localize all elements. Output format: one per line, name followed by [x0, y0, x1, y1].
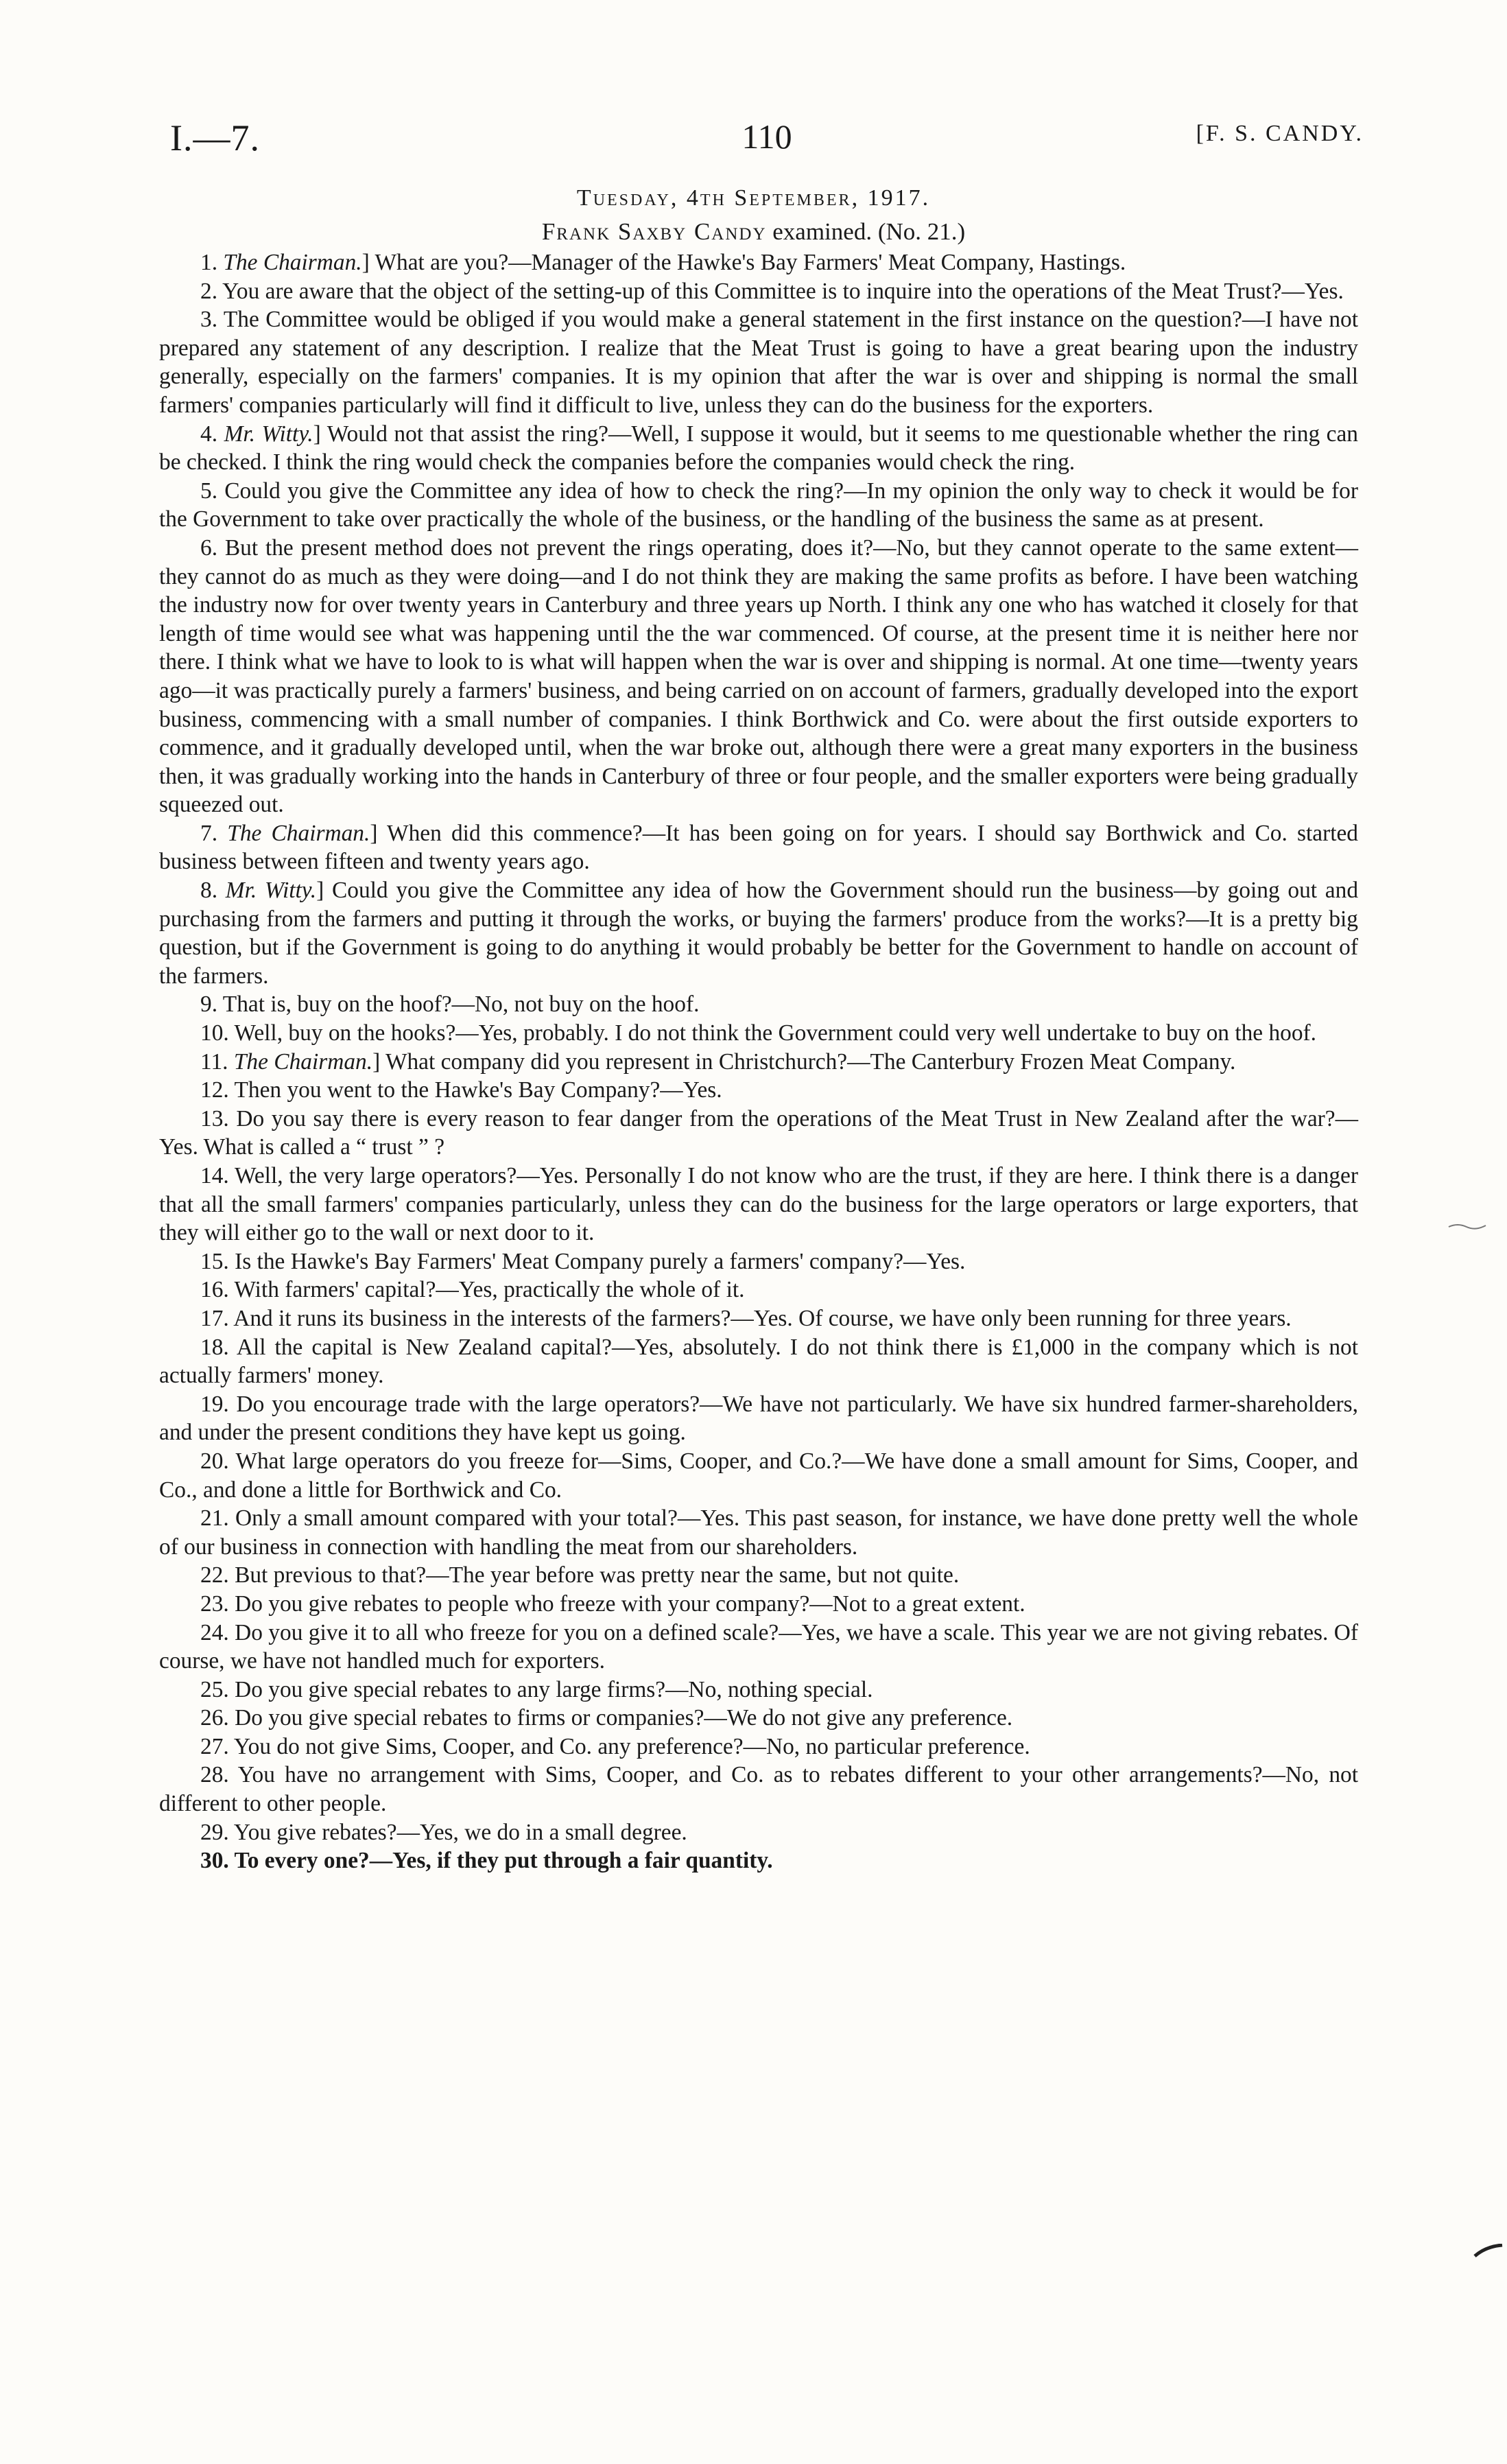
question-number: 27.: [200, 1733, 234, 1759]
testimony-paragraph: [159, 1019, 1358, 1048]
question-answer-text: What large operators do you freeze for—Sims, Cooper, and Co.?—We have done a small amount for Sims, Cooper, and Co., and done a little for Borthwick and Co.: [159, 1448, 1358, 1503]
question-number: 19.: [200, 1391, 237, 1417]
testimony-paragraph: [159, 1076, 1358, 1105]
testimony-paragraph: 7. The Chairman.] When did this commence?—It has been going on for years. I should say Borthwick and Co. started business between fifteen and twenty years ago.: [159, 820, 1358, 875]
question-answer-text: Do you say there is every reason to fear danger from the operations of the Meat Trust in New Zealand after the war?—Yes. What is called a “ trust ” ?: [159, 1105, 1358, 1160]
witness-heading: [0, 218, 1507, 246]
testimony-paragraph: [159, 1846, 1358, 1875]
testimony-paragraph: [159, 477, 1358, 534]
speaker-name: The Chairman.: [233, 1048, 373, 1075]
question-number: 18.: [200, 1334, 237, 1360]
question-number: 11.: [200, 1048, 234, 1075]
question-number: 7.: [200, 820, 228, 846]
question-answer-text: Do you give rebates to people who freeze with your company?—Not to a great extent.: [235, 1591, 1025, 1617]
page-number: 110: [741, 117, 792, 156]
witness-name: Frank Saxby Candy: [541, 218, 767, 245]
parliamentary-paper-reference: I.—7.: [170, 117, 260, 159]
question-number: 30.: [200, 1848, 235, 1874]
testimony-paragraph: [159, 1590, 1358, 1619]
testimony-paragraph: [159, 1676, 1358, 1704]
testimony-paragraph: [159, 534, 1358, 819]
question-number: 14.: [200, 1163, 235, 1188]
testimony-paragraph: [159, 1390, 1358, 1447]
testimony-paragraph: 4. Mr. Witty.] Would not that assist the ring?—Well, I suppose it would, but it seems to me questionable whether the ring can be checked. I think the ring would check the companies before the companies would check the ring.: [159, 421, 1359, 476]
question-answer-text: You give rebates?—Yes, we do in a small degree.: [233, 1819, 687, 1845]
question-number: 16.: [200, 1277, 235, 1303]
question-number: 13.: [200, 1105, 237, 1131]
question-number: 8.: [200, 878, 226, 904]
question-answer-text: All the capital is New Zealand capital?—Yes, absolutely. I do not think there is £1,000 in the company which is not actually farmers' money.: [159, 1334, 1358, 1389]
testimony-paragraph: [159, 1162, 1358, 1247]
question-number: 1.: [200, 250, 224, 275]
testimony-paragraph: [159, 1704, 1358, 1733]
testimony-paragraph: [159, 1333, 1358, 1390]
witness-examined-note: examined. (No. 21.): [772, 218, 966, 245]
question-number: 22.: [200, 1562, 235, 1588]
question-answer-text: Do you give it to all who freeze for you on a defined scale?—Yes, we have a scale. This year we are not giving rebates. Of course, we have not handled much for exporters.: [159, 1619, 1358, 1674]
testimony-paragraph: [159, 1304, 1358, 1333]
question-answer-text: What are you?—Manager of the Hawke's Bay Farmers' Meat Company, Hastings.: [375, 250, 1126, 275]
testimony-paragraph: [159, 1504, 1358, 1561]
question-number: 10.: [200, 1020, 235, 1046]
question-answer-text: Well, buy on the hooks?—Yes, probably. I do not think the Government could very well undertake to buy on the hoof.: [234, 1020, 1317, 1046]
question-number: 25.: [200, 1676, 235, 1702]
testimony-paragraph: 8. Mr. Witty.] Could you give the Committee any idea of how the Government should run the business—by going out and purchasing from the farmers and putting it through the works, or buying the farmers' produce from the works?—It is a pretty big question, but if the Government is going to do anything it would probably be better for the Government to handle on account of the farmers.: [159, 878, 1359, 989]
question-answer-text: Do you encourage trade with the large operators?—We have not particularly. We have six hundred farmer-shareholders, and under the present conditions they have kept us going.: [159, 1391, 1358, 1446]
witness-running-head: [F. S. CANDY.: [1196, 121, 1364, 146]
question-answer-text: And it runs its business in the interests of the farmers?—Yes. Of course, we have only been running for three years.: [233, 1305, 1292, 1331]
question-number: 15.: [200, 1248, 235, 1274]
testimony-paragraph: [159, 1761, 1358, 1818]
margin-mark: [1447, 1221, 1488, 1231]
testimony-paragraph: [159, 1619, 1358, 1676]
testimony-paragraph: [159, 1105, 1358, 1162]
question-number: 24.: [200, 1619, 235, 1645]
margin-mark: [1473, 2244, 1504, 2259]
speaker-name: Mr. Witty.: [224, 421, 313, 447]
page-header: [170, 117, 1364, 172]
testimony-paragraph: [159, 305, 1358, 419]
question-number: 12.: [200, 1077, 235, 1103]
question-number: 17.: [200, 1305, 234, 1331]
question-number: 3.: [200, 307, 224, 333]
question-answer-text: Could you give the Committee any idea of how to check the ring?—In my opinion the only way to check it would be for the Government to take over practically the whole of the business, or the handling of the business the same as at present.: [159, 478, 1358, 532]
speaker-name: The Chairman.: [227, 820, 370, 846]
question-number: 20.: [200, 1448, 236, 1474]
testimony-paragraph: [159, 990, 1358, 1019]
question-answer-text: Then you went to the Hawke's Bay Company?—Yes.: [234, 1077, 722, 1103]
testimony-paragraph: 1. The Chairman.] What are you?—Manager of the Hawke's Bay Farmers' Meat Company, Hastings.: [200, 250, 1126, 275]
question-number: 9.: [200, 992, 223, 1018]
question-answer-text: You do not give Sims, Cooper, and Co. any preference?—No, no particular preference.: [233, 1733, 1030, 1759]
testimony-body: [159, 248, 1358, 1875]
question-answer-text: Do you give special rebates to firms or companies?—We do not give any preference.: [235, 1705, 1013, 1731]
question-number: 4.: [200, 421, 224, 447]
question-answer-text: But previous to that?—The year before was pretty near the same, but not quite.: [235, 1562, 960, 1588]
question-answer-text: Could you give the Committee any idea of how the Government should run the business—by going out and purchasing from the farmers and putting it through the works, or buying the farmers' produce from the works?—It is a pretty big question, but if the Government is going to do anything it would probably be better for the Government to handle on account of the farmers.: [159, 878, 1359, 989]
question-number: 21.: [200, 1505, 235, 1532]
question-answer-text: You have no arrangement with Sims, Cooper, and Co. as to rebates different to your other arrangements?—No, not different to other people.: [159, 1762, 1358, 1817]
question-answer-text: You are aware that the object of the setting-up of this Committee is to inquire into the operations of the Meat Trust?—Yes.: [222, 278, 1344, 304]
question-answer-text: But the present method does not prevent the rings operating, does it?—No, but they cannot operate to the same extent—they cannot do as much as they were doing—and I do not think they are making the same profits as before. I have been watching the industry now for over twenty years in Canterbury and three years up North. I think any one who has watched it closely for that length of time would see what was happening until the the war commenced. Of course, at the present time it is neither here nor there. I think what we have to look to is what will happen when the war is over and shipping is normal. At one time—twenty years ago—it was practically purely a farmers' business, and being carried on on account of farmers, gradually developed into the export business, commencing with a small number of companies. I think Borthwick and Co. were about the first outside exporters to commence, and it gradually developed until, when the war broke out, although there were a great many exporters in the business then, it was gradually working into the hands in Canterbury of three or four people, and the smaller exporters were being gradually squeezed out.: [159, 535, 1358, 818]
sitting-date: Tuesday, 4th September, 1917.: [576, 185, 931, 211]
speaker-name: The Chairman.: [223, 250, 362, 275]
testimony-paragraph: [159, 1561, 1358, 1590]
question-number: 5.: [200, 478, 225, 504]
question-answer-text: With farmers' capital?—Yes, practically the whole of it.: [234, 1277, 745, 1303]
testimony-paragraph: [159, 1447, 1358, 1504]
question-answer-text: What company did you represent in Christchurch?—The Canterbury Frozen Meat Company.: [385, 1048, 1236, 1075]
testimony-paragraph: [159, 1276, 1358, 1304]
question-answer-text: Do you give special rebates to any large firms?—No, nothing special.: [235, 1676, 873, 1702]
question-answer-text: Is the Hawke's Bay Farmers' Meat Company purely a farmers' company?—Yes.: [235, 1248, 966, 1274]
question-answer-text: Would not that assist the ring?—Well, I suppose it would, but it seems to me questionable whether the ring can be checked. I think the ring would check the companies before the companies would check the ring.: [159, 421, 1359, 476]
question-answer-text: When did this commence?—It has been going on for years. I should say Borthwick and Co. started business between fifteen and twenty years ago.: [159, 820, 1358, 875]
question-answer-text: Only a small amount compared with your total?—Yes. This past season, for instance, we have done pretty well the whole of our business in connection with handling the meat from our shareholders.: [159, 1505, 1358, 1560]
speaker-name: Mr. Witty.: [225, 878, 317, 904]
question-answer-text: The Committee would be obliged if you would make a general statement in the first instance on the question?—I have not prepared any statement of any description. I realize that the Meat Trust is going to have a great bearing upon the industry generally, especially on the farmers' companies. It is my opinion that after the war is over and shipping is normal the small farmers' companies particularly will find it difficult to live, unless they can do the business for the exporters.: [159, 307, 1359, 418]
question-answer-text: Well, the very large operators?—Yes. Personally I do not know who are the trust, if they are here. I think there is a danger that all the small farmers' companies particularly, unless they can do the business for the large operators or large exporters, that they will either go to the wall or next door to it.: [159, 1163, 1358, 1246]
testimony-paragraph: [159, 1818, 1358, 1847]
question-number: 29.: [200, 1819, 234, 1845]
question-number: 2.: [200, 278, 223, 304]
question-number: 23.: [200, 1591, 235, 1617]
question-number: 6.: [200, 535, 225, 561]
question-number: 28.: [200, 1762, 238, 1788]
testimony-paragraph: [159, 277, 1358, 306]
testimony-paragraph: 11. The Chairman.] What company did you represent in Christchurch?—The Canterbury Frozen Meat Company.: [200, 1048, 1236, 1075]
testimony-paragraph: [159, 1247, 1358, 1276]
question-answer-text: To every one?—Yes, if they put through a fair quantity.: [234, 1848, 773, 1874]
question-number: 26.: [200, 1705, 235, 1731]
testimony-paragraph: [159, 1733, 1358, 1761]
question-answer-text: That is, buy on the hoof?—No, not buy on the hoof.: [222, 992, 700, 1018]
